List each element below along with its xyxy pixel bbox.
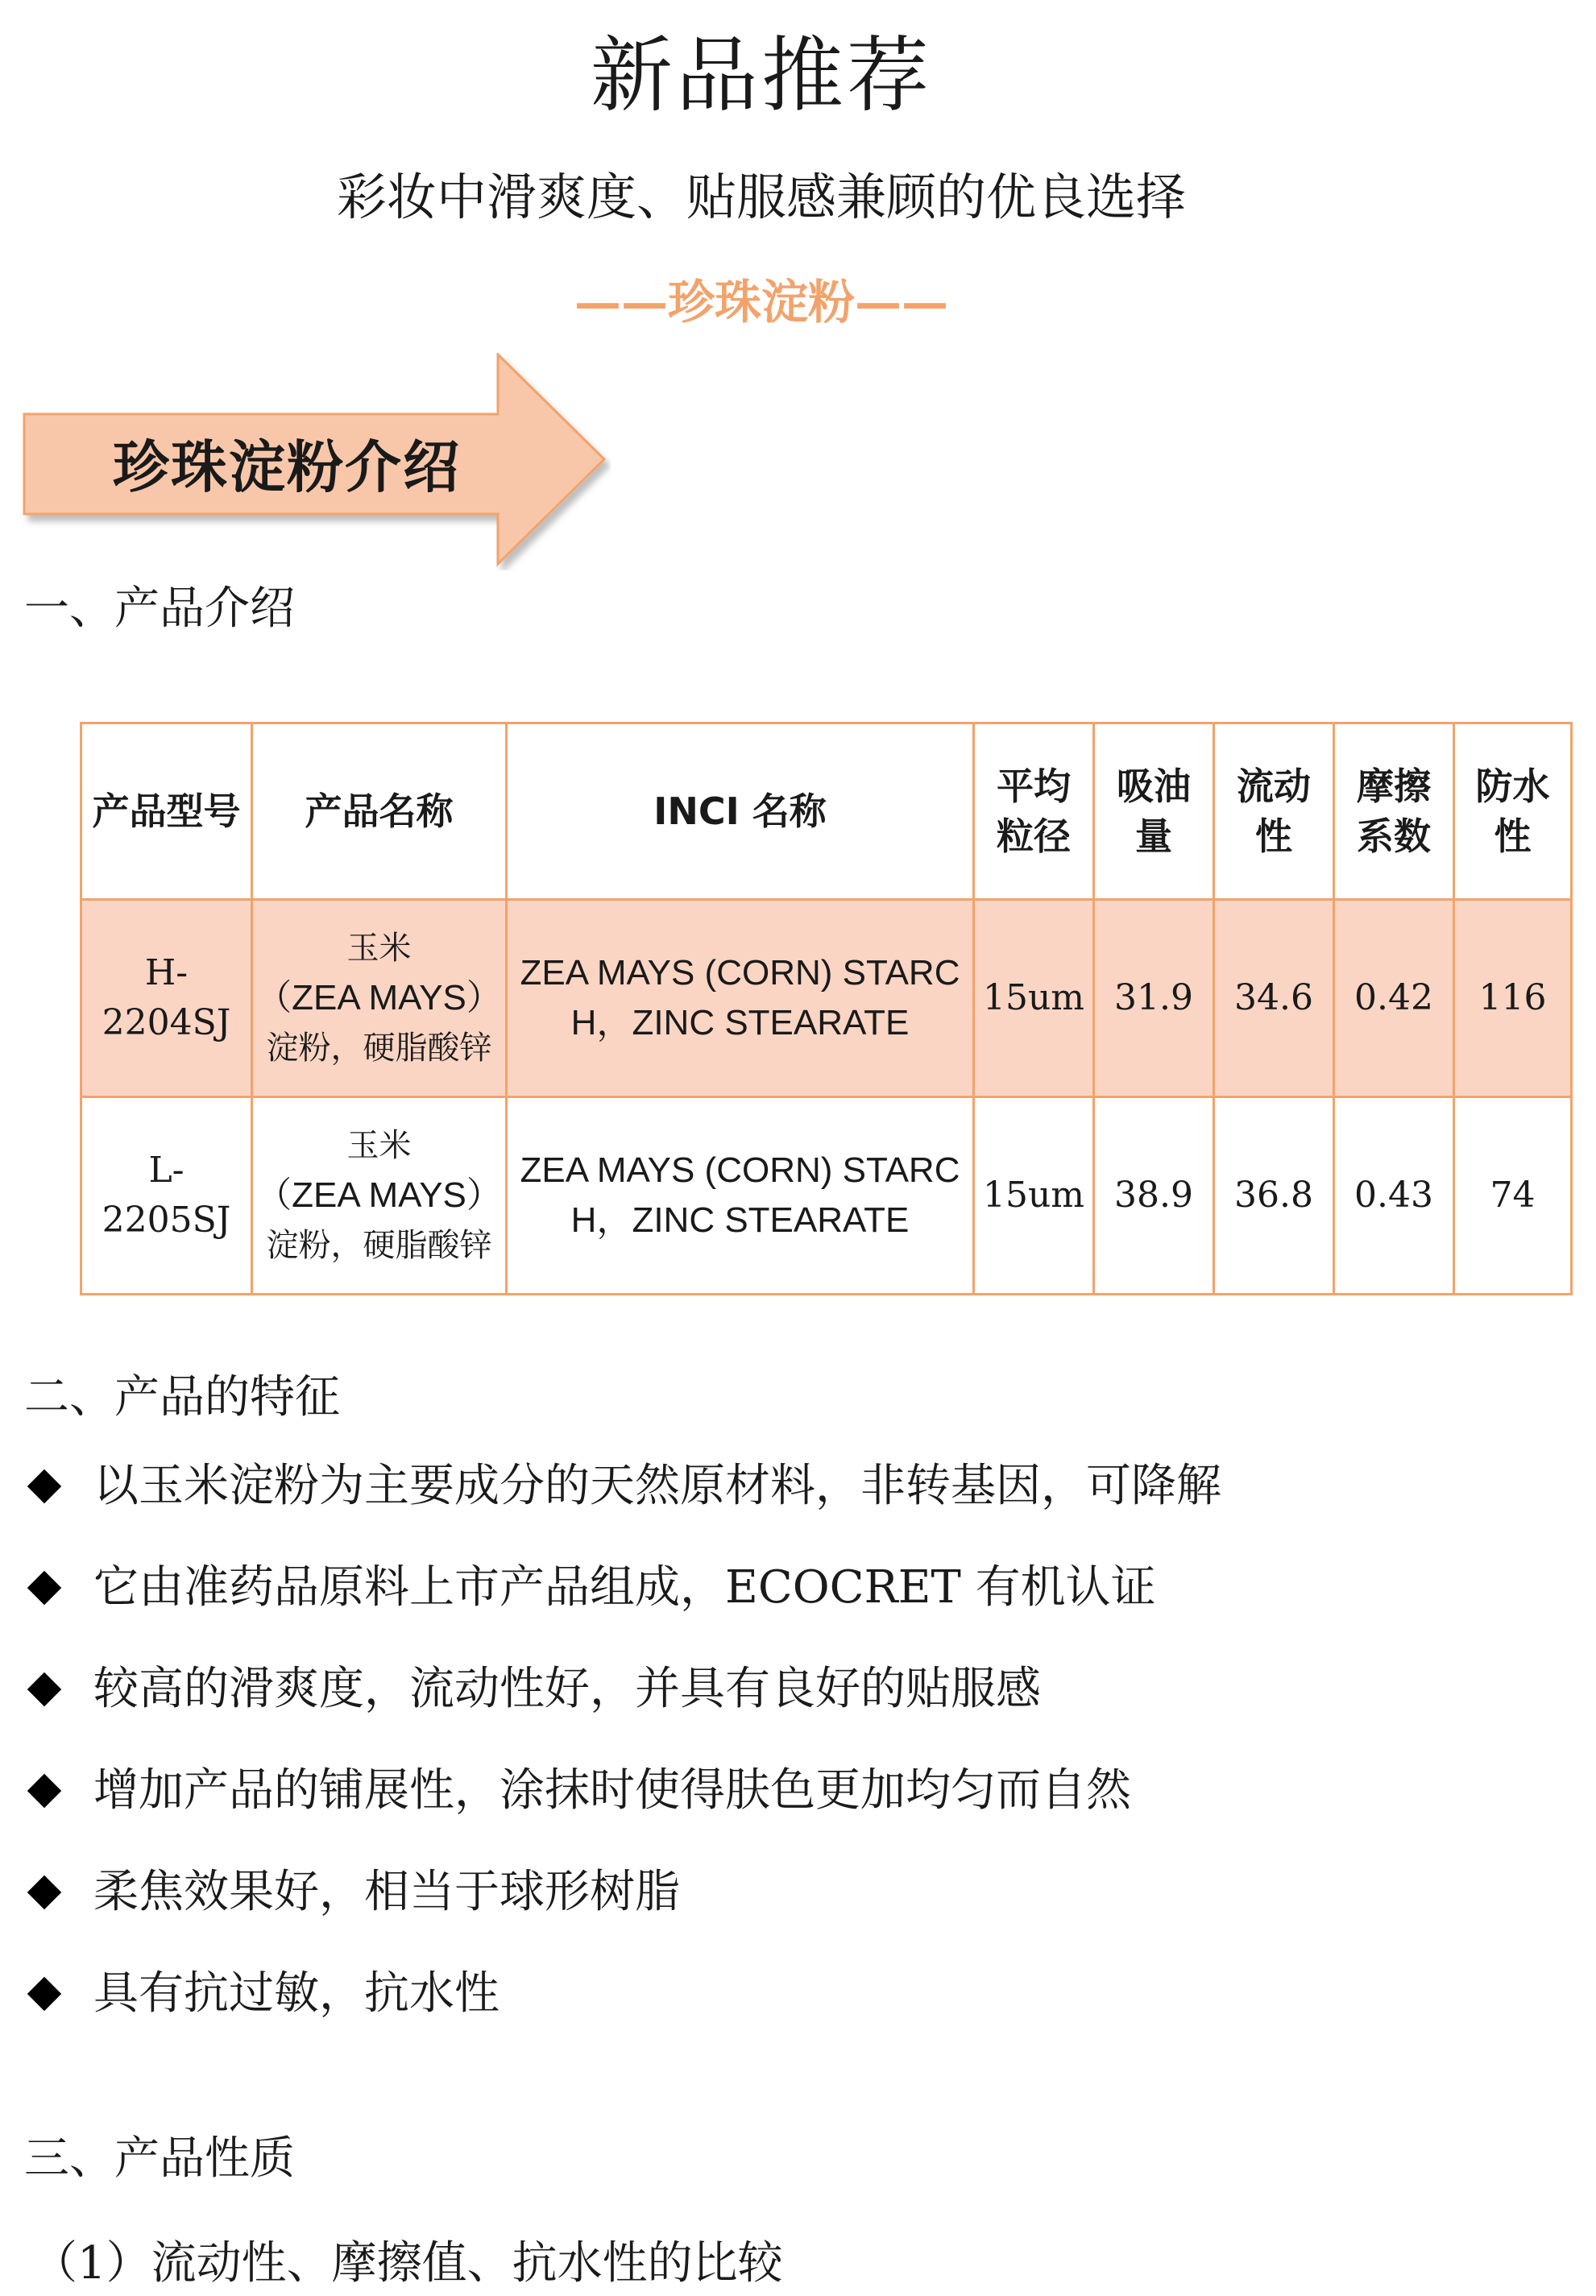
diamond-bullet-icon: [27, 1875, 61, 1909]
diamond-bullet-icon: [27, 1774, 61, 1808]
diamond-bullet-icon: [27, 1672, 61, 1706]
header-friction: 摩擦 系数: [1334, 723, 1454, 900]
cell-particle: 15um: [974, 1097, 1094, 1295]
banner-label: 珍珠淀粉介绍: [113, 433, 461, 500]
section-heading-intro: 一、产品介绍: [24, 582, 295, 635]
diamond-bullet-icon: [27, 1571, 61, 1605]
cell-particle: 15um: [974, 900, 1094, 1097]
cell-flow: 36.8: [1214, 1097, 1334, 1295]
cell-model: H-2204SJ: [81, 900, 252, 1097]
header-water-resistance: 防水 性: [1454, 723, 1572, 900]
list-item: 较高的滑爽度，流动性好，并具有良好的贴服感: [24, 1653, 1474, 1726]
cell-friction: 0.43: [1334, 1097, 1454, 1295]
header-inci: INCI 名称: [507, 723, 974, 900]
header-particle-size: 平均 粒径: [974, 723, 1094, 900]
header-oil-absorption: 吸油 量: [1094, 723, 1214, 900]
cell-name: 玉米 （ZEA MAYS） 淀粉，硬脂酸锌: [252, 1097, 507, 1295]
list-item: 增加产品的铺展性，涂抹时使得肤色更加均匀而自然: [24, 1755, 1474, 1827]
cell-inci: ZEA MAYS (CORN) STARC H，ZINC STEARATE: [507, 900, 974, 1097]
cell-water: 116: [1454, 900, 1572, 1097]
subsection-heading-comparison: （1）流动性、摩擦值、抗水性的比较: [32, 2237, 783, 2290]
table-header-row: [81, 723, 1572, 900]
cell-oil: 31.9: [1094, 900, 1214, 1097]
diamond-bullet-icon: [27, 1977, 61, 2011]
table-row: [81, 900, 1572, 1097]
list-item: 它由准药品原料上市产品组成，ECOCRET 有机认证: [24, 1552, 1474, 1624]
header-model: 产品型号: [81, 723, 252, 900]
table-row: [81, 1097, 1572, 1295]
list-item: 以玉米淀粉为主要成分的天然原材料，非转基因，可降解: [24, 1450, 1474, 1523]
list-item: 柔焦效果好，相当于球形树脂: [24, 1856, 1474, 1929]
section-heading-properties: 三、产品性质: [24, 2132, 295, 2185]
diamond-bullet-icon: [27, 1469, 61, 1503]
page-subtitle: 彩妆中滑爽度、贴服感兼顾的优良选择: [336, 168, 1186, 226]
cell-water: 74: [1454, 1097, 1572, 1295]
cell-oil: 38.9: [1094, 1097, 1214, 1295]
product-spec-table: [80, 722, 1573, 1295]
cell-name: 玉米 （ZEA MAYS） 淀粉，硬脂酸锌: [252, 900, 507, 1097]
cell-friction: 0.42: [1334, 900, 1454, 1097]
header-name: 产品名称: [252, 723, 507, 900]
page-title: 新品推荐: [591, 28, 932, 124]
cell-model: L-2205SJ: [81, 1097, 252, 1295]
list-item: 具有抗过敏，抗水性: [24, 1958, 1474, 2030]
header-flowability: 流动 性: [1214, 723, 1334, 900]
section-heading-features: 二、产品的特征: [24, 1371, 340, 1424]
cell-flow: 34.6: [1214, 900, 1334, 1097]
cell-inci: ZEA MAYS (CORN) STARC H，ZINC STEARATE: [507, 1097, 974, 1295]
product-accent-title: ——珍珠淀粉——: [574, 275, 948, 329]
